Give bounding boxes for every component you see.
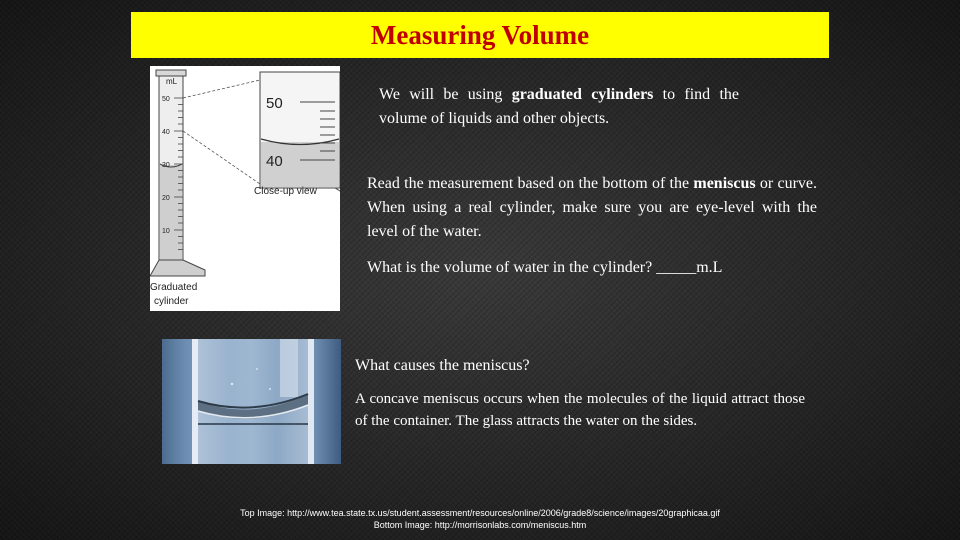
- closeup-guides: [183, 80, 260, 184]
- paragraph-meniscus: [367, 172, 817, 244]
- figure-caption-line1: Graduated: [150, 282, 198, 293]
- p1-bold-term: graduated cylinders: [511, 86, 654, 103]
- scale-label: 10: [162, 228, 170, 235]
- scale-label: 40: [162, 129, 170, 136]
- p1-text-pre: We will be using: [379, 86, 512, 103]
- scale-label: 30: [162, 162, 170, 169]
- unit-label: mL: [166, 77, 178, 86]
- question-meniscus-cause: What causes the meniscus?: [355, 357, 530, 374]
- p2-text-post: or curve. When using a real cylinder, make sure you are eye-level with the level of the water.: [367, 175, 818, 240]
- scale-label: 20: [162, 195, 170, 202]
- graduated-cylinder-diagram: [150, 66, 340, 311]
- closeup-caption: Close-up view: [254, 186, 317, 197]
- slide-title-bar: [131, 12, 829, 58]
- paragraph-graduated-cylinders: [379, 83, 739, 131]
- image-credits: [0, 507, 960, 531]
- p2-text-pre: Read the measurement based on the bottom of the: [367, 175, 694, 192]
- closeup-view: [260, 72, 340, 188]
- p2-bold-term: meniscus: [693, 175, 756, 192]
- meniscus-photo: [162, 339, 341, 464]
- paragraph-concave-meniscus: A concave meniscus occurs when the molecules of the liquid attract those of the container. The glass attracts the water on the sides.: [355, 391, 805, 429]
- credit-top-image: Top Image: http://www.tea.state.tx.us/student.assessment/resources/online/2006/grade8/science/images/20graphicaa.gif: [240, 508, 720, 518]
- slide-title: Measuring Volume: [370, 19, 590, 50]
- credit-bottom-image: Bottom Image: http://morrisonlabs.com/meniscus.htm: [373, 520, 587, 530]
- closeup-label: 50: [266, 95, 283, 112]
- figure-caption-line2: cylinder: [154, 296, 189, 307]
- scale-label: 50: [162, 96, 170, 103]
- cylinder-body: [150, 70, 205, 276]
- p1-text-post: to find the volume of liquids and other objects.: [379, 86, 739, 127]
- closeup-label: 40: [266, 153, 283, 170]
- question-volume: What is the volume of water in the cylinder? _____m.L: [367, 259, 723, 276]
